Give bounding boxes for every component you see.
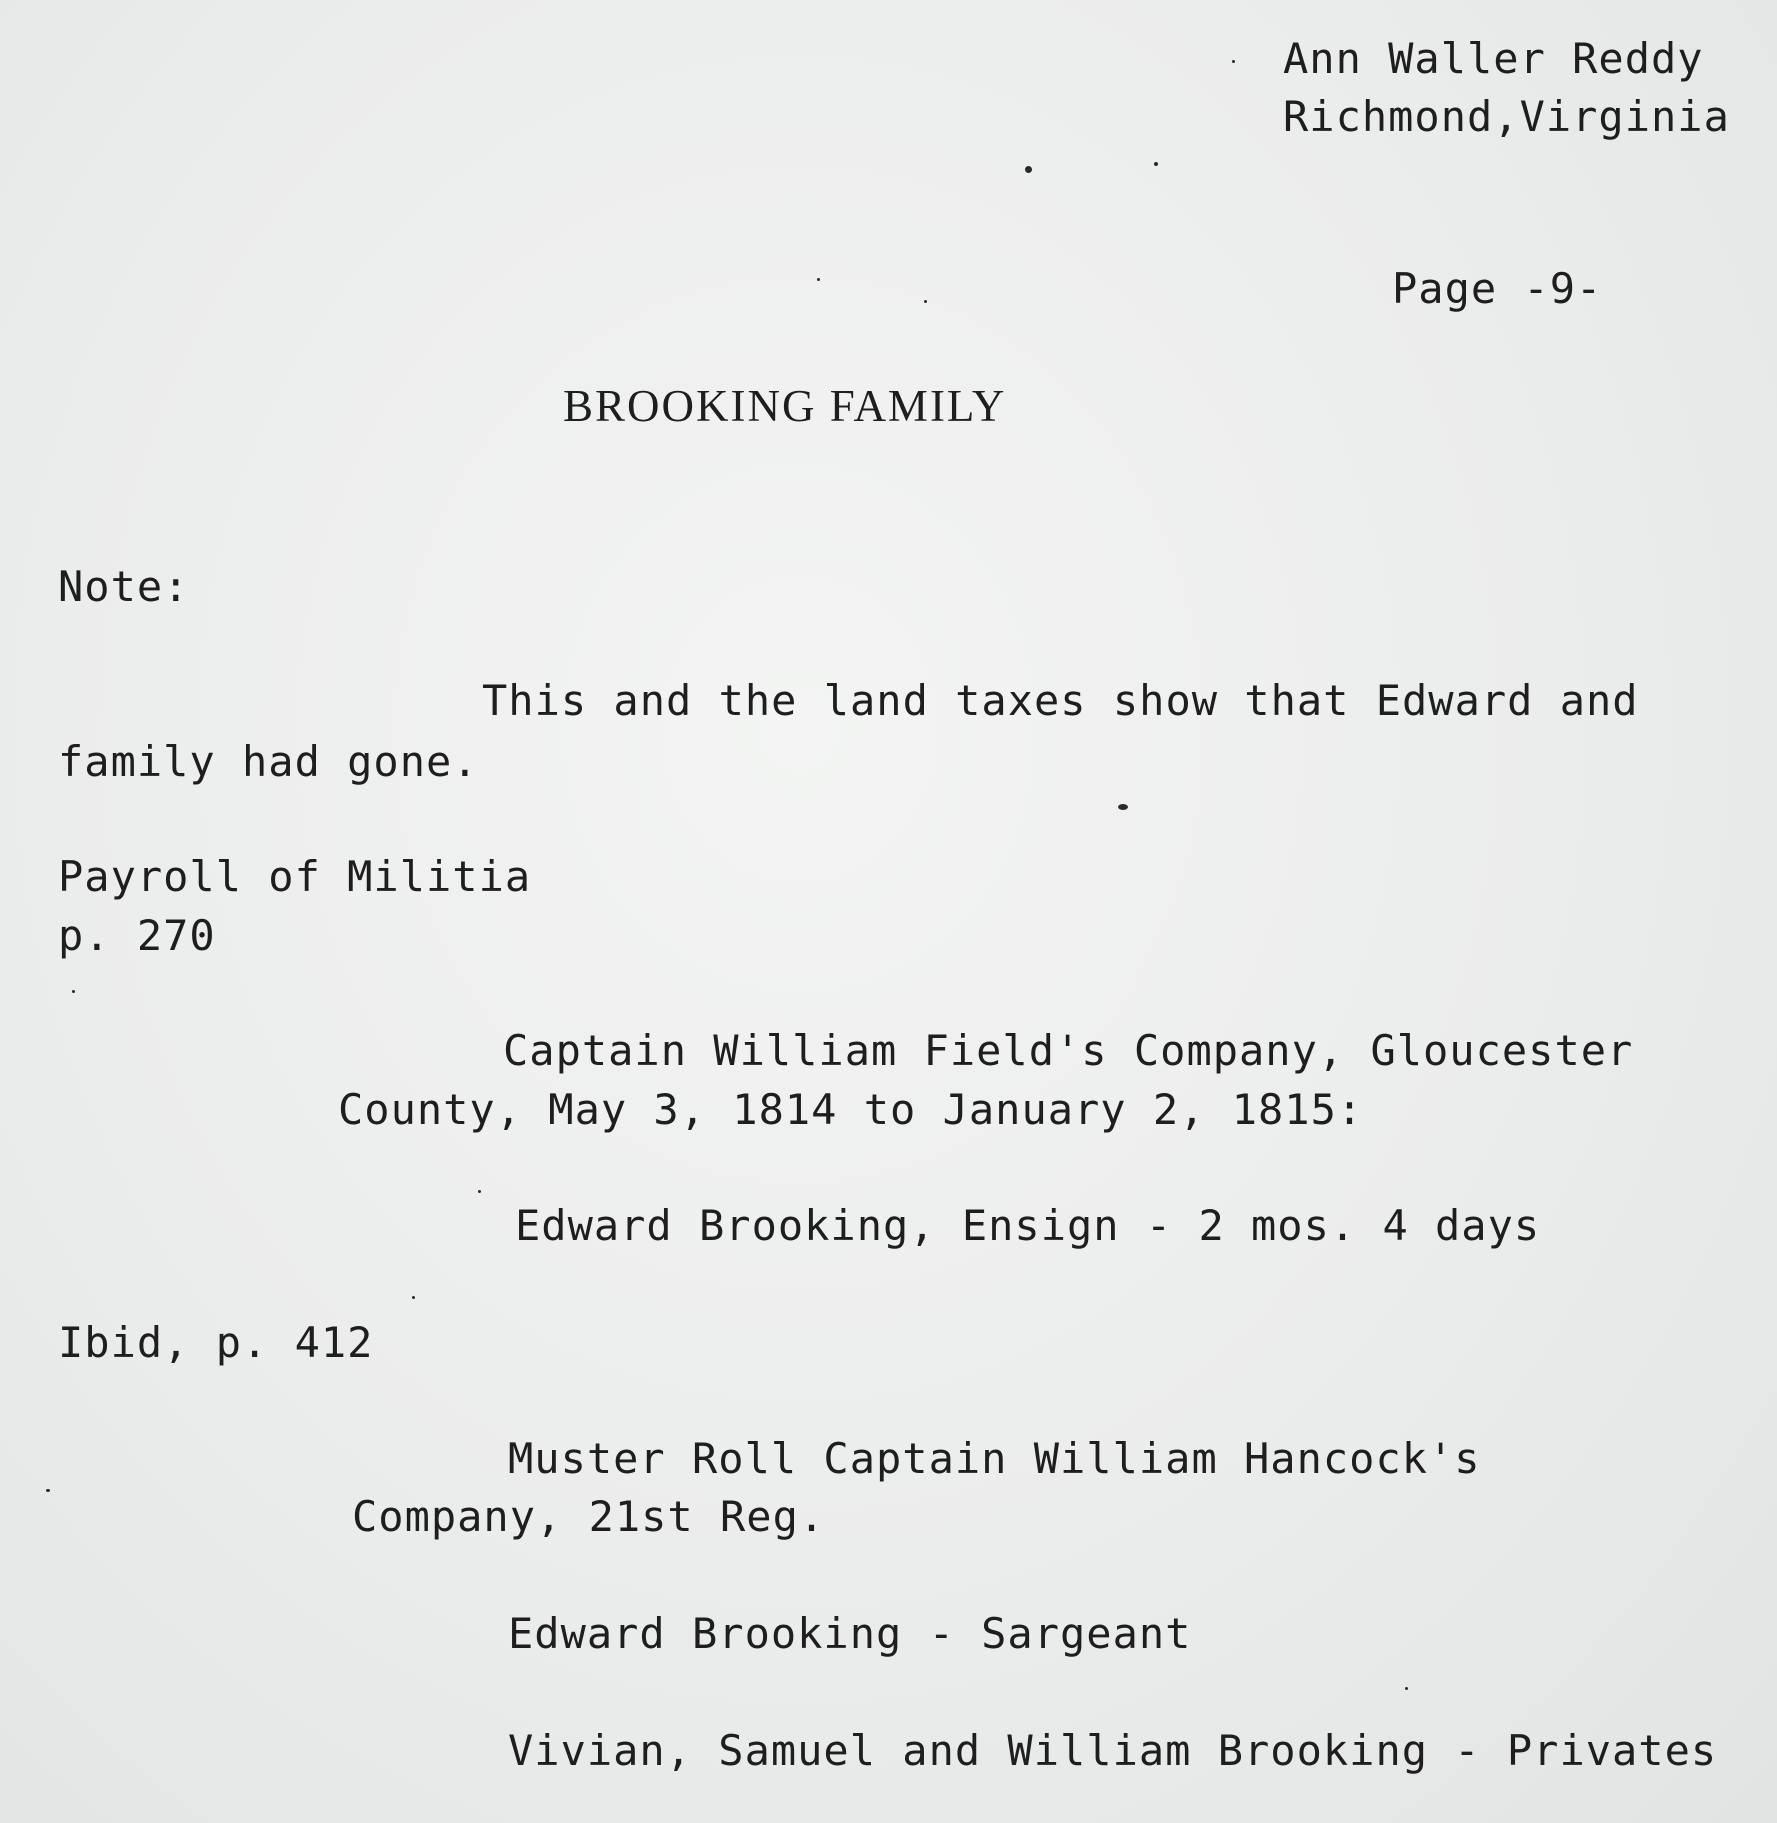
- paper-speck: [1232, 60, 1235, 63]
- payroll-page-ref: p. 270: [58, 911, 216, 960]
- author-location: Richmond,Virginia: [1283, 92, 1730, 141]
- paper-speck: [1405, 1687, 1408, 1690]
- paper-speck: [1025, 166, 1032, 173]
- paper-speck: [1154, 162, 1158, 166]
- note-text-line-1: This and the land taxes show that Edward and: [482, 676, 1639, 725]
- paper-speck: [72, 990, 75, 993]
- paper-speck: [1118, 804, 1128, 810]
- muster-entry-privates: Vivian, Samuel and William Brooking - Privates: [508, 1726, 1718, 1775]
- company-description-line-1: Captain William Field's Company, Gloucester: [503, 1026, 1634, 1075]
- payroll-source: Payroll of Militia: [58, 852, 532, 901]
- muster-roll-line-1: Muster Roll Captain William Hancock's: [508, 1434, 1481, 1483]
- paper-speck: [478, 1190, 481, 1193]
- paper-speck: [412, 1296, 415, 1299]
- page-number: Page -9-: [1392, 264, 1603, 313]
- muster-roll-line-2: Company, 21st Reg.: [352, 1492, 826, 1541]
- payroll-entry: Edward Brooking, Ensign - 2 mos. 4 days: [515, 1201, 1541, 1250]
- paper-speck: [46, 1489, 50, 1492]
- ibid-reference: Ibid, p. 412: [58, 1318, 374, 1367]
- page-title: BROOKING FAMILY: [563, 381, 1007, 431]
- author-name: Ann Waller Reddy: [1283, 34, 1704, 83]
- muster-entry-sergeant: Edward Brooking - Sargeant: [508, 1609, 1192, 1658]
- paper-speck: [924, 300, 927, 303]
- note-label: Note:: [58, 562, 190, 611]
- paper-speck: [817, 278, 820, 281]
- company-description-line-2: County, May 3, 1814 to January 2, 1815:: [338, 1085, 1364, 1134]
- note-text-line-2: family had gone.: [58, 737, 479, 786]
